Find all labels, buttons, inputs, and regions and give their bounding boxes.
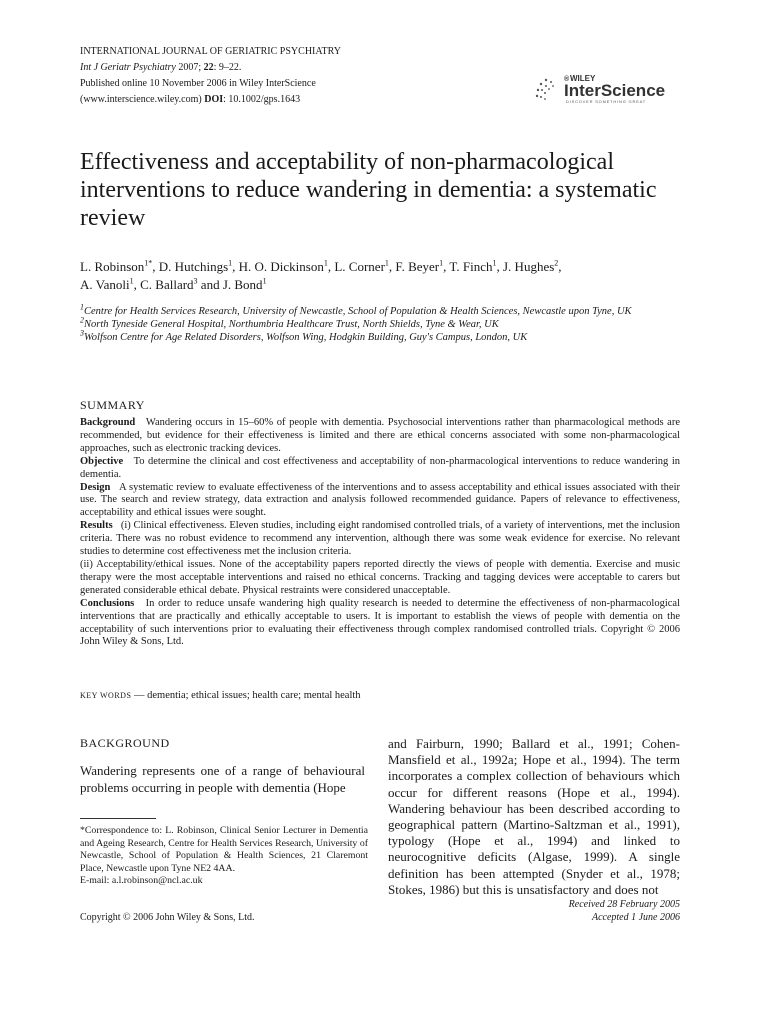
author: D. Hutchings: [158, 259, 229, 274]
author-list: L. Robinson$^{1*}$, D. Hutchings$^1$, H. O. Dickinson$^1$, L. Corner$^1$, F. Beyer$^1$, T. Finch$^1$, J. Hughes$^2$, A. Vanoli$^1$, C. Ballard$^3$ and J. Bond$^1$: [80, 258, 562, 292]
affiliation: $^3$Wolfson Centre for Age Related Disorders, Wolfson Wing, Hodgkin Building, Guy's Campus, London, UK: [80, 328, 528, 343]
footnote-rule: [80, 818, 156, 819]
received-dates: Received 28 February 2005 Accepted 1 June 2006: [568, 899, 680, 923]
author: H. O. Dickinson: [238, 259, 324, 274]
author: L. Corner: [334, 259, 385, 274]
author: L. Robinson: [80, 259, 145, 274]
summary-abstract: [80, 417, 680, 649]
wiley-interscience-logo: [532, 70, 692, 104]
svg-text:WILEY: WILEY: [570, 74, 596, 83]
affiliations: [80, 302, 690, 344]
logo-swoosh-icon: [532, 70, 692, 104]
summary-results-ii: (ii) Acceptability/ethical issues. None of the acceptability papers reported directly the views of people with dementia. Exercise and music therapy were the most acceptable interventions and raised no ethical concerns. Tracking and tagging devices were acceptable to carers but generated considerable ethical debate. Physical restraints were considered unacceptable.: [80, 558, 680, 596]
author: F. Beyer: [395, 259, 440, 274]
author: J. Bond: [222, 277, 263, 292]
email: E-mail: a.l.robinson@ncl.ac.uk: [80, 875, 203, 886]
summary-objective: Objective To determine the clinical and cost effectiveness and acceptability of non-pharmacological interventions to reduce wandering in dementia.: [80, 455, 681, 480]
author: C. Ballard: [140, 277, 194, 292]
body-column-left: Wandering represents one of a range of behavioural problems occurring in people with dementia (Hope: [80, 763, 365, 795]
svg-text:®: ®: [564, 76, 570, 83]
affiliation: $^2$North Tyneside General Hospital, Northumbria Healthcare Trust, North Shields, Tyne & Wear, UK: [80, 315, 499, 330]
summary-conclusions: Conclusions In order to reduce unsafe wandering high quality research is needed to determine the effectiveness of non-pharmacological interventions that are practically and ethically acceptable to users. It is important to establish the views of people with dementia on the acceptability of such interventions prior to evaluating their effectiveness through complex randomised controlled trials. Copyright © 2006 John Wiley & Sons, Ltd.: [80, 597, 681, 648]
author: A. Vanoli: [80, 277, 130, 292]
doi-line: (www.interscience.wiley.com) DOI: 10.1002/gps.1643: [80, 94, 301, 105]
correspondence-footnote: *Correspondence to: L. Robinson, Clinical Senior Lecturer in Dementia and Ageing Research, Centre for Health Services Research, University of Newcastle, School of Population & Health Sciences, 21 Claremont Place, Newcastle upon Tyne NE2 4AA. E-mail: a.l.robinson@ncl.ac.uk: [80, 825, 368, 886]
svg-text:InterScience: InterScience: [564, 81, 666, 100]
affiliation: $^1$Centre for Health Services Research, University of Newcastle, School of Population & Health Sciences, Newcastle upon Tyne, UK: [80, 302, 632, 317]
copyright: Copyright © 2006 John Wiley & Sons, Ltd.: [80, 912, 255, 923]
published-line: Published online 10 November 2006 in Wiley InterScience: [80, 78, 316, 89]
svg-text:DISCOVER SOMETHING GREAT: DISCOVER SOMETHING GREAT: [566, 99, 647, 104]
keywords: KEY WORDS — dementia; ethical issues; health care; mental health: [80, 690, 361, 701]
summary-heading: SUMMARY: [80, 398, 145, 412]
summary-background: Background Wandering occurs in 15–60% of people with dementia. Psychosocial interventions rather than pharmacological methods are recommended, but evidence for their effectiveness is limited and there are ethical concerns associated with some non-pharmacological approaches, such as electronic tracking devices.: [80, 417, 680, 454]
background-heading: BACKGROUND: [80, 736, 170, 750]
author: T. Finch: [449, 259, 493, 274]
body-column-right: and Fairburn, 1990; Ballard et al., 1991; Cohen-Mansfield et al., 1992a; Hope et al., 1994). The term incorporates a complex collection of behaviours which occur for different reasons (Hope et al., 1994). Wandering behaviour has been described according to geographical pattern (Martino-Saltzman et al., 1991), typology (Hope et al., 1994) and linked to neurocognitive deficits (Algase, 1999). A single definition has been attempted (Snyder et al., 1978; Stokes, 1986) but this is unsatisfactory and does not: [388, 736, 680, 897]
citation: Int J Geriatr Psychiatry 2007; 22: 9–22.: [80, 62, 242, 73]
journal-name: INTERNATIONAL JOURNAL OF GERIATRIC PSYCHIATRY: [80, 46, 341, 57]
summary-results: Results (i) Clinical effectiveness. Eleven studies, including eight randomised controlled trials, of a variety of interventions, met the inclusion criteria. There was no robust evidence to recommend any intervention, although there was some weak evidence for exercise. No relevant studies to determine cost effectiveness met the inclusion criteria.: [80, 520, 680, 558]
article-title: Effectiveness and acceptability of non-pharmacological interventions to reduce wandering in dementia: a systematic review: [80, 149, 657, 231]
journal-header: [80, 44, 480, 108]
author: J. Hughes: [503, 259, 555, 274]
summary-design: Design A systematic review to evaluate effectiveness of the interventions and to assess acceptability and ethical issues associated with their use. The search and review strategy, data extraction and analysis followed recommended guidance. Papers of relevance to effectiveness, acceptability and ethical issues were sought.: [80, 481, 681, 519]
